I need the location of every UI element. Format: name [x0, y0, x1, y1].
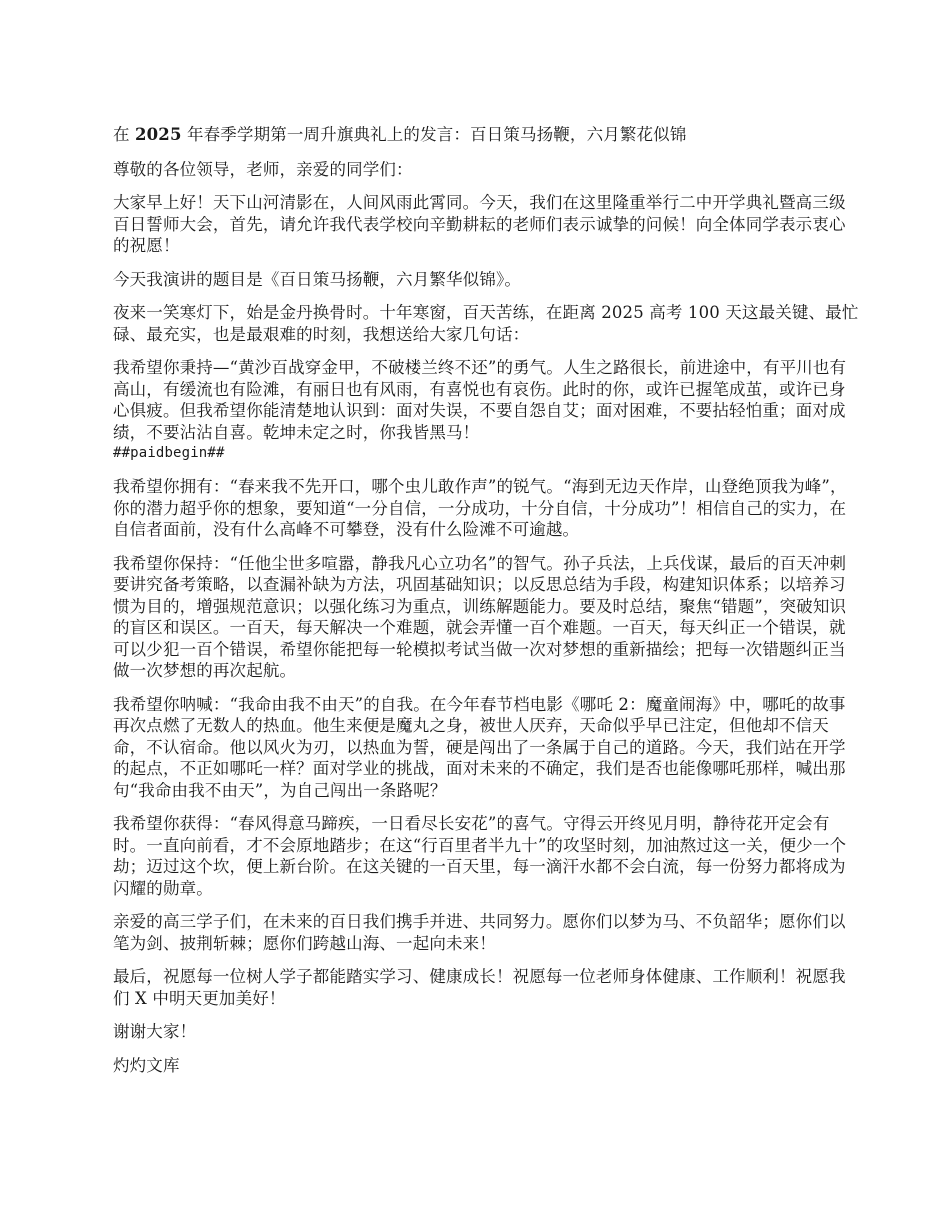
paragraph-nezha: 我希望你呐喊：“我命由我不由天”的自我。在今年春节档电影《哪吒 2：魔童闹海》中，哪吒的故事再次点燃了无数人的热血。他生来便是魔丸之身，被世人厌弃，天命似乎早已注定，但他却不信天命，不认宿命。他以风火为刃，以热血为誓，硬是闯出了一条属于自己的道路。今天，我们站在开学的起点，不正如哪吒一样？面对学业的挑战，面对未来的不确定，我们是否也能像哪吒那样，喊出那句“我命由我不由天”，为自己闯出一条路呢？ [113, 694, 846, 800]
paragraph-students: 亲爱的高三学子们，在未来的百日我们携手并进、共同努力。愿你们以梦为马、不负韶华；愿你们以笔为剑、披荆斩棘；愿你们跨越山海、一起向未来！ [113, 912, 846, 953]
paragraph-intro: 夜来一笑寒灯下，始是金丹换骨时。十年寒窗，百天苦练，在距离 2025 高考 100 天这最关键、最忙碌、最充实，也是最艰难的时刻，我想送给大家几句话： [113, 303, 859, 344]
paragraph-courage-text: 我希望你秉持—“黄沙百战穿金甲，不破楼兰终不还”的勇气。人生之路很长，前进途中，有平川也有高山，有缓流也有险滩，有丽日也有风雨，有喜悦也有哀伤。此时的你，或许已握笔成茧，或许已身心俱疲。但我希望你能清楚地认识到：面对失误，不要自怨自艾；面对困难，不要拈轻怕重；面对成绩，不要沾沾自喜。乾坤未定之时，你我皆黑马！ [113, 358, 847, 442]
paragraph-courage [113, 357, 861, 464]
paragraph-strategy: 我希望你保持：“任他尘世多喧嚣，静我凡心立功名”的智气。孙子兵法，上兵伐谋，最后的百天冲刺要讲究备考策略，以查漏补缺为方法，巩固基础知识；以反思总结为手段，构建知识体系；以培养习惯为目的，增强规范意识；以强化练习为重点，训练解题能力。要及时总结，聚焦“错题”，突破知识的盲区和误区。一百天，每天解决一个难题，就会弄懂一百个难题。一百天，每天纠正一个错误，就可以少犯一百个错误，希望你能把每一轮模拟考试当做一次对梦想的重新描绘；把每一次错题纠正当做一次梦想的再次起航。 [113, 553, 847, 680]
paid-begin-marker: ##paidbegin## [113, 445, 225, 461]
paragraph-thanks: 谢谢大家！ [113, 1022, 197, 1041]
title-year: 2025 [135, 125, 182, 144]
paragraph-opening: 大家早上好！天下山河清影在，人间风雨此霄同。今天，我们在这里隆重举行二中开学典礼暨高三级百日誓师大会，首先，请允许我代表学校向辛勤耕耘的老师们表示诚挚的问候！向全体同学表示衷心的祝愿！ [113, 193, 846, 255]
title-suffix: 年春季学期第一周升旗典礼上的发言：百日策马扬鞭，六月繁花似锦 [181, 125, 687, 144]
greeting: 尊敬的各位领导，老师，亲爱的同学们： [113, 159, 413, 179]
title-prefix: 在 [113, 125, 136, 144]
paragraph-joy: 我希望你获得：“春风得意马蹄疾，一日看尽长安花”的喜气。守得云开终见月明，静待花开定会有时。一直向前看，才不会原地踏步；在这“行百里者半九十”的攻坚时刻，加油熬过这一关，便少一个劫；迈过这个坎，便上新台阶。在这关键的一百天里，每一滴汗水都不会白流，每一份努力都将成为闪耀的勋章。 [113, 814, 847, 898]
document-source: 灼灼文库 [113, 1055, 180, 1075]
paragraph-wishes: 最后，祝愿每一位树人学子都能踏实学习、健康成长！祝愿每一位老师身体健康、工作顺利！祝愿我们 X 中明天更加美好！ [113, 967, 846, 1008]
document-page [113, 124, 861, 1088]
paragraph-confidence: 我希望你拥有：“春来我不先开口，哪个虫儿敢作声”的锐气。“海到无边天作岸，山登绝顶我为峰”，你的潜力超乎你的想象，要知道“一分自信，一分成功，十分自信，十分成功”！相信自己的实力，在自信者面前，没有什么高峰不可攀登，没有什么险滩不可逾越。 [113, 477, 847, 539]
document-title [113, 124, 861, 146]
paragraph-topic: 今天我演讲的题目是《百日策马扬鞭，六月繁华似锦》。 [113, 269, 521, 289]
